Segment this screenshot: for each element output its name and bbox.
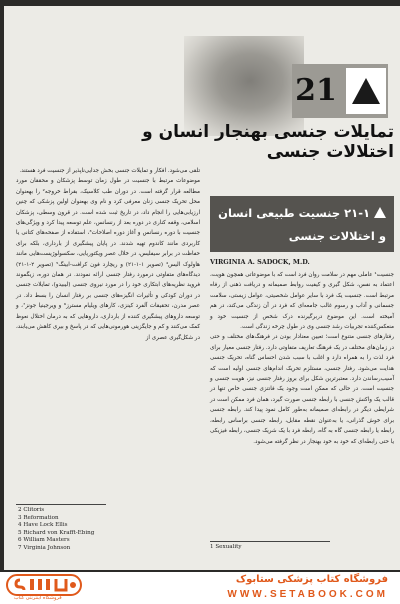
section-title bbox=[216, 202, 386, 247]
store-url-link[interactable]: WWW.SETABOOK.COM bbox=[227, 589, 388, 600]
right-text-column bbox=[210, 270, 394, 447]
footnote: 3 Reformation bbox=[18, 514, 59, 521]
triangle-icon bbox=[346, 68, 386, 114]
store-banner bbox=[0, 572, 400, 604]
paragraph: موضوعات مرتبط با جنسیت در طول زمان توسط پزشکان و محققان مورد مطالعه قرار گرفته است. در دوران طب کلاسیک، بقراط خروجه² را بهعنوان محل تحریک جنسی زنان معرفی کرد و نام وی بهعنوان اولین پزشکی که چنین ارزیابی‌هایی را انجام داد، در تاریخ ثبت شده است. در قرون وسطی، پزشکان اسلامی، وقفه کناری در دوره بعد از رنسانس، علم توسعه پیدا کرد و ویژگی‌های جنسیت با دوره رنسانس و آغاز دوره اصلاحات³، استفاده از صفحه‌های کتانی یا کاربردی مانند کاندوم تهیه شدند. در پایان پیشگیری از بارداری، بلکه برای حفاظت در برابر سیفلیس، در خلال عصر ویکتوریایی، سکسولوژیست‌هایی مانند هاولوک الیس⁴ (تصویر ۱-۱-۲۱) و ریچارد فون کرافت-ابینگ⁵ (تصویر ۲-۱-۲۱) دیدگاه‌های متفاوتی درمورد رفتار جنسی ارائه نمودند. در همان دوره، زیگموند فروید نظریه‌های ابتکاری خود را در مورد نیروی جنسی (لیبیدو)، تمایلات جنسی در دوران کودکی و تأثیرات انگیزه‌های جنسی بر رفتار انسان را بسط داد. در عصر مدرن، تحقیقات آلفرد کینزی، کارهای ویلیام مسترز⁶ و ویرجینیا جونز⁷، و توسعه داروهای پیشگیری کننده از بارداری، داروهایی که به درمان اختلال نعوظ کمک می‌کنند و کم و جایگزینی هورمونی‌هایی که در پاسخ و بیری کاهش می‌یابند، در شکل‌گیری عصری از bbox=[16, 178, 201, 341]
left-text-column bbox=[16, 166, 200, 343]
chapter-title: تمایلات جنسی بهنجار انسان و اختلالات جنسی bbox=[142, 122, 394, 162]
section-header-box bbox=[210, 196, 394, 252]
footnote: 4 Have Lock Ellis bbox=[18, 522, 68, 528]
logo-subtitle: فروشگاه اینترنتی کتاب bbox=[14, 595, 62, 601]
footnote-right: 1 Sexuality bbox=[210, 541, 330, 550]
store-title: فروشگاه کتاب پزشکی ستابوک bbox=[235, 574, 388, 585]
paragraph: تلقی می‌شود. افکار و تمایلات جنسی بخش جدایی‌ناپذیر از جنسیت فرد هستند. bbox=[19, 168, 200, 174]
footnote: 6 William Masters bbox=[18, 537, 70, 543]
footnote: 5 Richard von Krafft-Ebing bbox=[18, 529, 95, 536]
footnotes-left bbox=[18, 507, 198, 552]
section-author: VIRGINIA A. SADOCK, M.D. bbox=[210, 258, 310, 266]
paragraph: جنسیت¹ عاملی مهم در سلامت روان فرد است که با موضوعاتی همچون هویت، اعتماد به نفس، شکل گیری و کیفیت روابط صمیمانه و دریافت ذهنی از رفاه مرتبط است. جنسیت یک فرد با سایر عوامل شخصیتی، عوامل زیستی، سلامت جسمانی و آداب و رسوم غالب جامعه‌ای که فرد در آن زندگی می‌کند، در هم آمیخته است. این موضوع دربرگیرنده درک شخص از جنسیت خود و منعکس‌کننده تجربیات رشد جنسی وی در طول چرخه زندگی است. bbox=[210, 272, 394, 331]
chapter-number: 21 bbox=[295, 73, 337, 108]
setabook-logo-icon[interactable] bbox=[6, 574, 82, 602]
footnote-divider bbox=[16, 504, 106, 505]
book-page bbox=[4, 6, 400, 570]
author-portrait-image bbox=[184, 36, 304, 136]
paragraph: رفتارهای جنسی متنوع است؛ تعیین معنادار بودن در فرهنگ‌های مختلف و حتی در زمان‌های مختلف در یک فرهنگ تعاریف متفاوتی دارد. رفتار جنسی معیار برای فرد لذت را به همراه دارد و اغلب با سبب شدن احساس گناه، تحریک جنسی هدایت می‌شود. رفتار جنسی، مستلزم تحریک اندام‌های جنسی اولیه است که آسیب‌رساندن دارد. معتبرترین شکل برای بروز رفتار جنسی نیز، هویت جنسی و جنسیت است. در حالی که ممکن است وجود یک فانتزی جنسی خاص تنها در قالب یک واکنش جنسی با رابطه جنسی صورت گیرد، همان فرد ممکن است در شرایطی دیگر در رابطه‌ای صمیمانه به‌طور کامل نمود پیدا کند. رابطه جنسی برای خوش گذرانی، یا به‌عنوان نقطه مقابل، رابطه جنسی براساس رابطه، رابطه یا رابطه جنسی گاه به گاه، رابطه فرد با یک شریک جنسی، رابطه فیزیکی یا حتی رابطه‌ای که خود به خود بهنجار در نظر گرفته می‌شود. bbox=[210, 334, 394, 445]
footnote: 7 Virginia Johnson bbox=[18, 544, 71, 551]
triangle-icon bbox=[374, 203, 386, 225]
footnote: 2 Clitoris bbox=[18, 507, 45, 513]
chapter-header-box bbox=[292, 64, 388, 118]
section-title-text: ۲۱-۱ جنسیت طبیعی انسان و اختلالات جنسی bbox=[218, 206, 386, 243]
